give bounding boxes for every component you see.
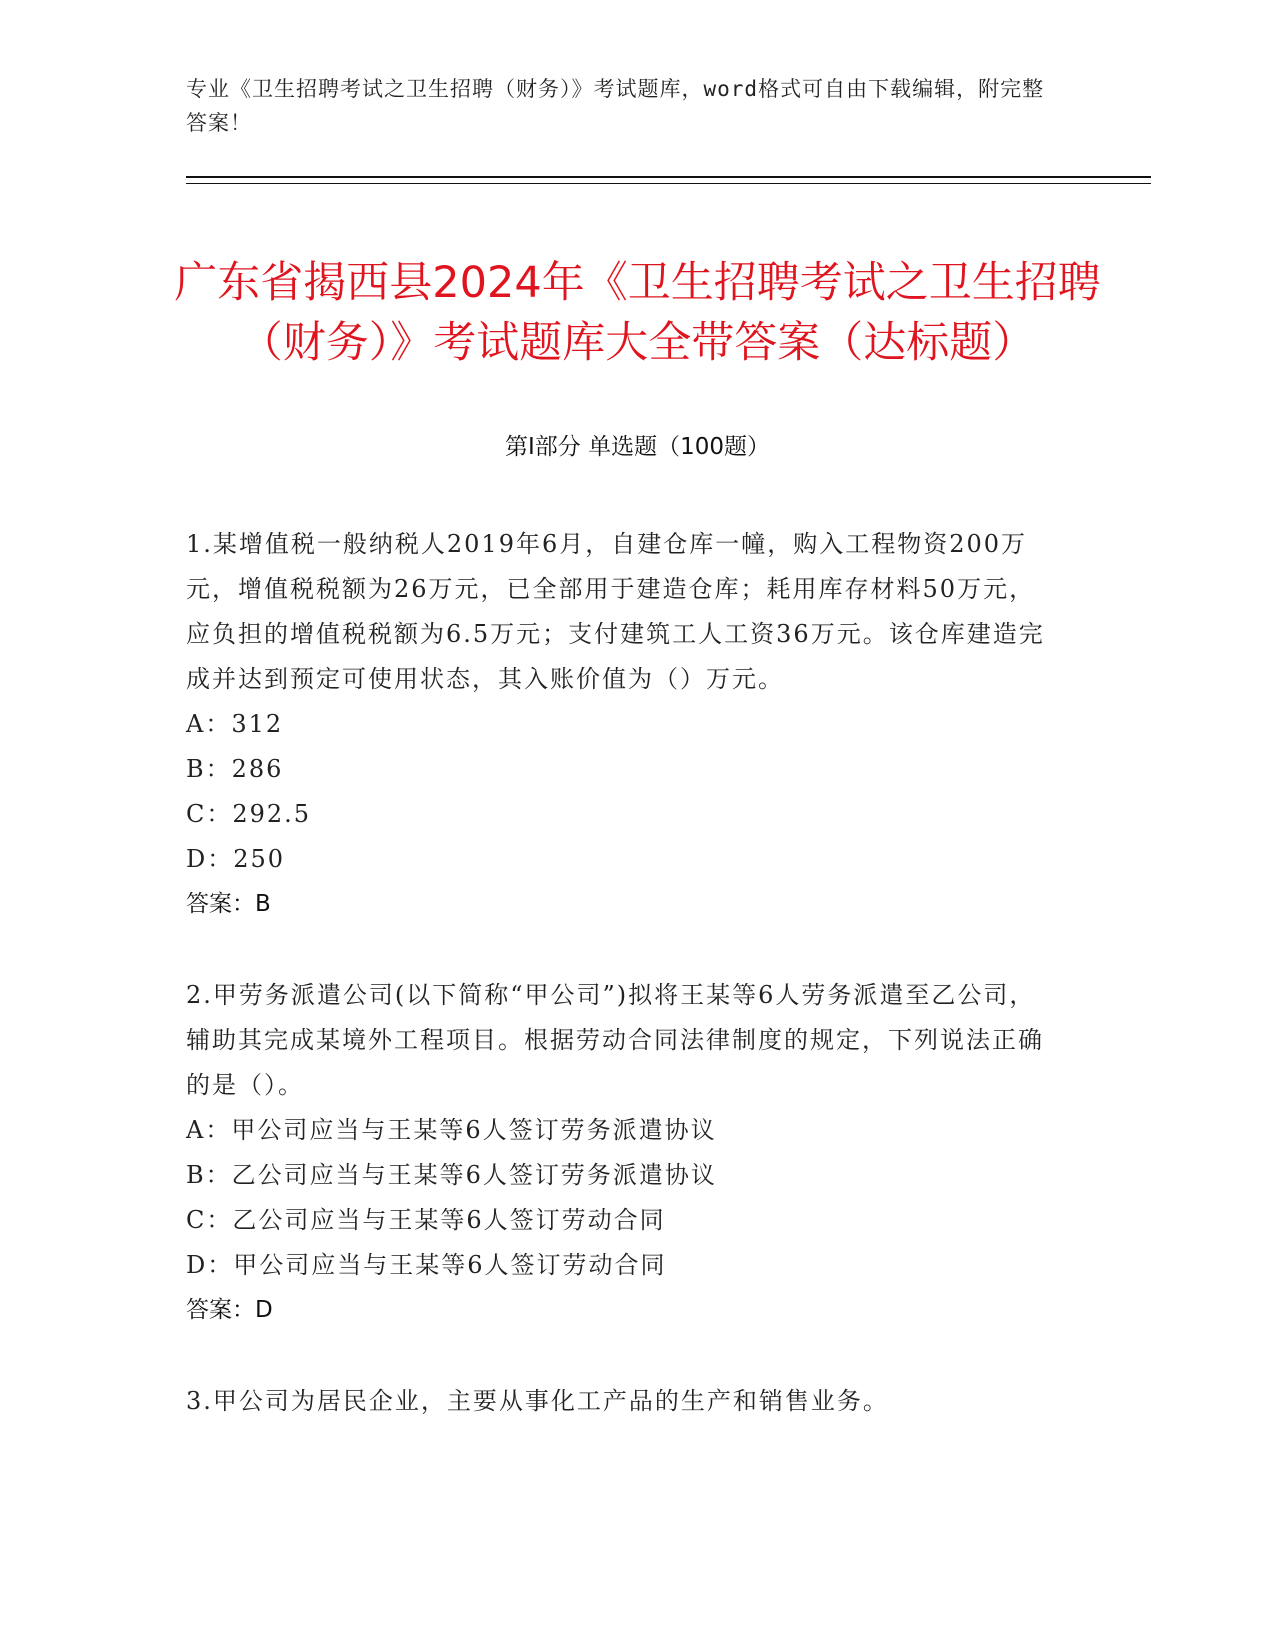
question-stem: 1.某增值税一般纳税人2019年6月，自建仓库一幢，购入工程物资200万元，增值税税额为26万元，已全部用于建造仓库；耗用库存材料50万元，应负担的增值税税额为6.5万元；支付建筑工人工资36万元。该仓库建造完成并达到预定可使用状态，其入账价值为（）万元。 — [186, 530, 1045, 693]
document-title: 广东省揭西县2024年《卫生招聘考试之卫生招聘（财务）》考试题库大全带答案（达标题） — [174, 257, 1101, 368]
question-stem: 3.甲公司为居民企业，主要从事化工产品的生产和销售业务。 — [186, 1387, 889, 1415]
document-header-note: 专业《卫生招聘考试之卫生招聘（财务）》考试题库，word格式可自由下载编辑，附完整答案！ — [186, 77, 1045, 135]
answer-label: 答案：D — [186, 1297, 273, 1323]
header-divider-thick — [186, 176, 1151, 178]
option-b: B：乙公司应当与王某等6人签订劳务派遣协议 — [186, 1161, 717, 1189]
section-heading: 第I部分 单选题（100题） — [505, 434, 770, 460]
option-d: D：甲公司应当与王某等6人签订劳动合同 — [186, 1251, 667, 1279]
question-stem: 2.甲劳务派遣公司(以下简称“甲公司”)拟将王某等6人劳务派遣至乙公司，辅助其完成某境外工程项目。根据劳动合同法律制度的规定，下列说法正确的是（）。 — [186, 981, 1044, 1099]
answer-label: 答案：B — [186, 891, 271, 917]
question-1 — [186, 522, 1056, 927]
option-a: A：甲公司应当与王某等6人签订劳务派遣协议 — [186, 1116, 717, 1144]
option-a: A：312 — [186, 710, 284, 738]
option-c: C：292.5 — [186, 800, 312, 828]
option-b: B：286 — [186, 755, 284, 783]
question-3 — [186, 1379, 1056, 1424]
question-list — [186, 522, 1056, 1470]
question-2 — [186, 973, 1056, 1333]
option-c: C：乙公司应当与王某等6人签订劳动合同 — [186, 1206, 666, 1234]
option-d: D：250 — [186, 845, 286, 873]
header-divider-thin — [186, 183, 1151, 184]
